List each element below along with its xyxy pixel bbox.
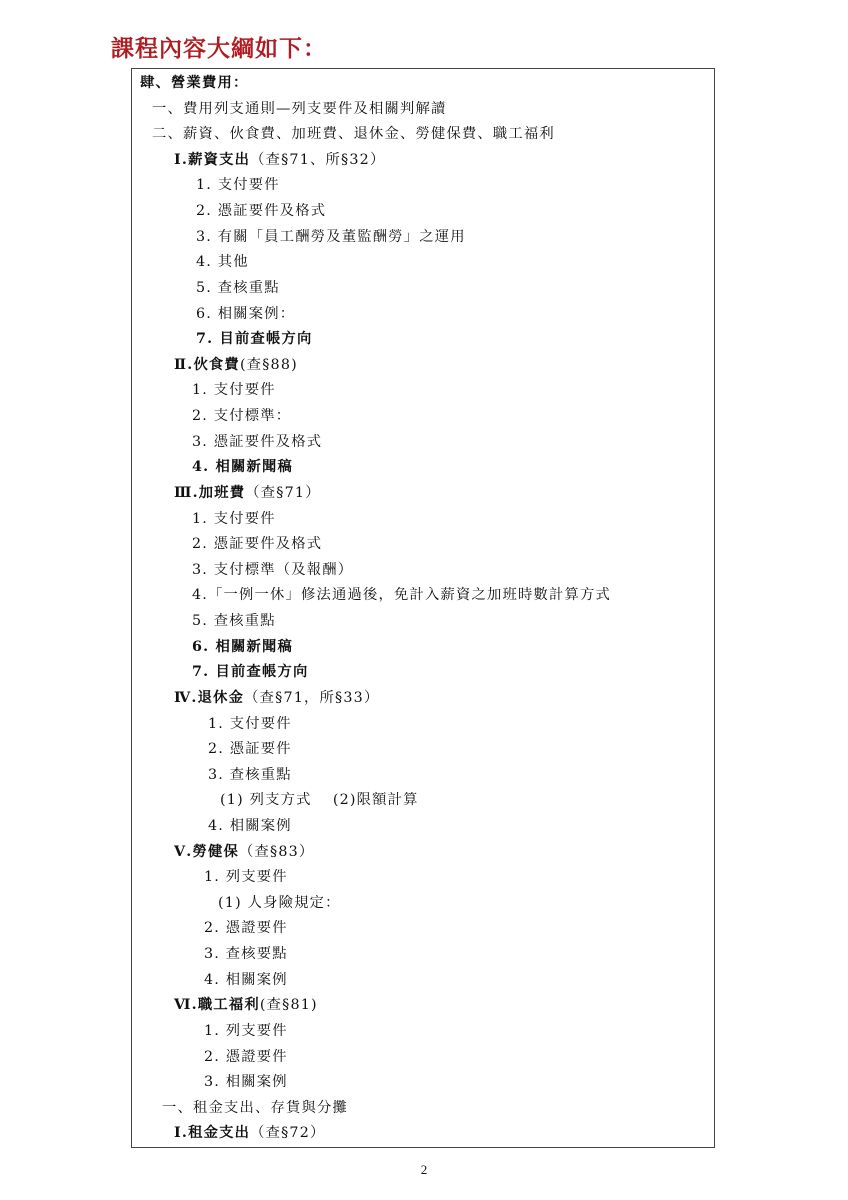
outline-item [174, 353, 298, 379]
outline-item: 1. 支付要件 [196, 177, 280, 194]
outline-item-reference: (查§88) [239, 356, 298, 373]
outline-item-marker: Ⅵ. [174, 997, 198, 1014]
outline-box [131, 68, 715, 1148]
outline-item-reference: （查§71） [245, 484, 321, 501]
outline-item: 3. 查核要點 [204, 946, 288, 963]
outline-item-reference: （查§83） [238, 843, 315, 860]
outline-item: 一、租金支出、存貨與分攤 [162, 1099, 348, 1116]
outline-item: 5. 查核重點 [192, 613, 276, 630]
outline-item: 1. 列支要件 [204, 1022, 288, 1039]
outline-item: 2. 憑証要件 [208, 741, 292, 758]
outline-item: 7. 目前查帳方向 [192, 664, 309, 681]
outline-item: 3. 憑証要件及格式 [192, 433, 323, 450]
outline-item [174, 993, 318, 1019]
outline-item-marker: Ⅴ. [174, 843, 193, 860]
outline-item: 7. 目前查帳方向 [196, 331, 313, 348]
outline-item-label: 伙食費 [193, 356, 240, 373]
outline-item: 1. 支付要件 [208, 715, 292, 732]
outline-item-marker: Ⅱ. [174, 356, 194, 373]
outline-item-marker: Ⅳ. [174, 689, 198, 706]
outline-item: 3. 支付標準（及報酬） [192, 561, 354, 578]
outline-item: 肆、營業費用： [140, 75, 249, 91]
outline-item [174, 686, 379, 712]
page-heading: 課程內容大綱如下： [111, 36, 327, 62]
outline-item: 3. 查核重點 [208, 766, 292, 783]
outline-item [174, 840, 314, 866]
outline-item-label: 職工福利 [197, 997, 260, 1014]
outline-item-reference: (查§81) [259, 997, 318, 1014]
outline-item: 3. 有關「員工酬勞及董監酬勞」之運用 [196, 228, 466, 245]
outline-item: 1. 列支要件 [204, 869, 288, 886]
outline-item-label: 租金支出 [188, 1125, 251, 1142]
outline-item: 4. 其他 [196, 254, 249, 271]
outline-item-reference: （查§71、所§32） [250, 151, 386, 168]
outline-item-marker: Ⅰ. [174, 151, 189, 168]
outline-item [174, 1121, 326, 1147]
outline-item [174, 148, 385, 174]
outline-item: 二、薪資、伙食費、加班費、退休金、勞健保費、職工福利 [152, 126, 555, 143]
outline-item: 1. 支付要件 [192, 510, 276, 527]
outline-item: 4. 相關案例 [204, 971, 288, 988]
outline-item-marker: Ⅲ. [174, 484, 199, 501]
outline-item: 1. 支付要件 [192, 382, 276, 399]
outline-item-label: 退休金 [197, 689, 245, 706]
outline-item: 6. 相關新聞稿 [192, 638, 293, 655]
outline-item-marker: Ⅰ. [174, 1125, 189, 1142]
outline-item: 2. 憑證要件 [204, 1048, 288, 1065]
outline-item: 5. 查核重點 [196, 279, 280, 296]
outline-item [174, 481, 321, 507]
outline-item: 一、費用列支通則—列支要件及相關判解讀 [152, 100, 447, 117]
outline-item-label: 勞健保 [192, 843, 239, 860]
outline-item-label: 薪資支出 [188, 151, 251, 168]
outline-item-reference: （查§71，所§33） [244, 689, 380, 706]
outline-item: 2. 憑証要件及格式 [196, 203, 327, 220]
outline-item: (1) 列支方式 (2)限額計算 [220, 792, 419, 809]
outline-item: 2. 憑證要件 [204, 920, 288, 937]
outline-item: 3. 相關案例 [204, 1074, 288, 1091]
outline-item: (1) 人身險規定： [218, 894, 341, 911]
outline-item-reference: （查§72） [250, 1125, 326, 1142]
outline-item-label: 加班費 [198, 484, 246, 501]
outline-item: 6. 相關案例： [196, 305, 296, 322]
outline-item: 4. 相關案例 [208, 817, 292, 834]
outline-item: 4.「一例一休」修法通過後，免計入薪資之加班時數計算方式 [192, 587, 611, 604]
outline-item: 2. 支付標準： [192, 408, 292, 425]
outline-item: 4. 相關新聞稿 [192, 459, 293, 476]
outline-item: 2. 憑証要件及格式 [192, 536, 323, 553]
page-number: 2 [420, 1162, 428, 1177]
